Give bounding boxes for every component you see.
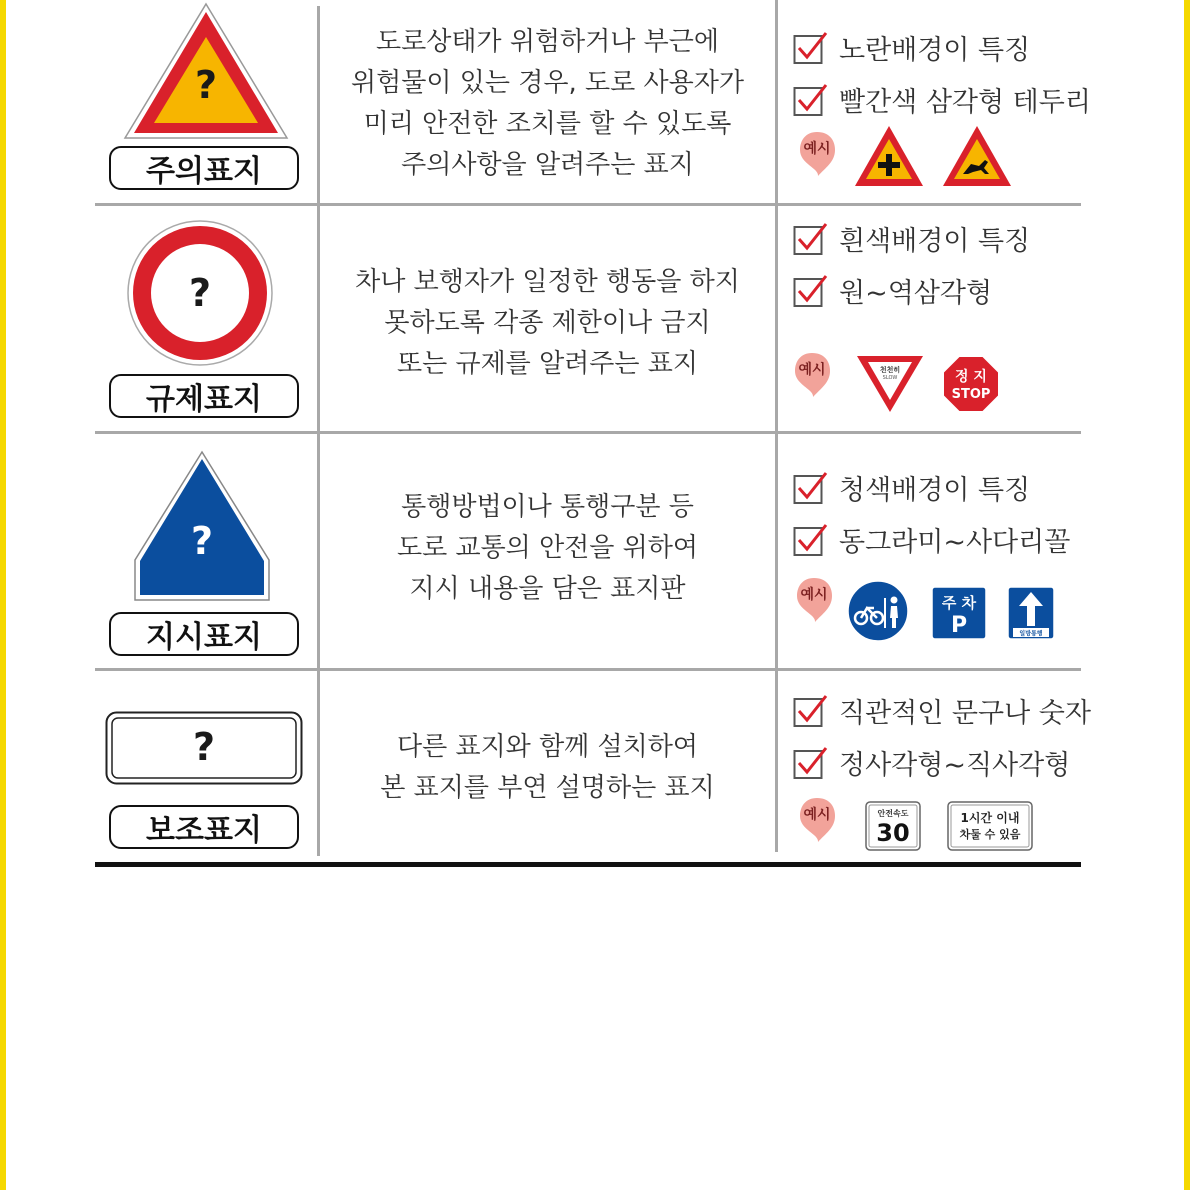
description-line: 본 표지를 부연 설명하는 표지 [380,773,715,803]
table-row-warning [95,0,1091,203]
feature-item [793,691,1091,730]
bicycle-pedestrian-sign-icon [847,580,909,642]
example-badge-text: 예시 [803,141,831,157]
stop-sign-korean: 정 지 [955,369,987,385]
sign-cell-instruction [95,434,317,668]
time-plate-icon [947,801,1033,851]
warning-triangle-icon [121,0,291,142]
sign-cell-regulation [95,206,317,431]
feature-text: 흰색배경이 특징 [839,226,1031,257]
table-row-auxiliary [95,671,1091,861]
example-badge [798,796,838,848]
table-bottom-border [95,862,1081,867]
description-line: 도로 교통의 안전을 위하여 [396,533,699,563]
traffic-sign-table [95,0,1091,870]
feature-text: 동그라미~사다리꼴 [839,527,1071,558]
checkbox-checked-icon [793,746,829,780]
description-instruction [320,487,775,610]
description-line: 위험물이 있는 경우, 도로 사용자가 [351,68,744,98]
checkbox-checked-icon [793,83,829,117]
description-line: 미리 안전한 조치를 할 수 있도록 [363,109,732,139]
speed-plate-label: 안전속도 [877,809,909,818]
yield-sign-icon [855,354,925,414]
sign-cell-warning [95,0,317,203]
description-auxiliary [320,727,775,809]
description-line: 또는 규제를 알려주는 표지 [396,349,699,379]
label-regulation: 규제표지 [109,374,299,418]
table-row-regulation [95,206,1081,431]
example-badge [798,130,838,182]
label-auxiliary: 보조표지 [109,805,299,849]
description-line: 주의사항을 알려주는 표지 [401,150,694,180]
yield-sign-text: 천천히 [879,366,901,374]
checkbox-checked-icon [793,694,829,728]
feature-item [793,520,1070,559]
feature-item [793,28,1030,67]
feature-item [793,468,1030,507]
sign-cell-auxiliary [95,671,317,861]
description-line: 지시 내용을 담은 표지판 [409,574,686,604]
stop-sign-icon [941,354,1001,414]
example-badge-text: 예시 [798,362,826,378]
time-plate-line1: 1시간 이내 [960,811,1020,825]
description-line: 다른 표지와 함께 설치하여 [396,732,699,762]
regulation-circle-icon [125,220,275,368]
instruction-sign-symbol: ? [190,519,214,563]
instruction-pentagon-icon [133,450,271,602]
feature-item [793,80,1091,119]
speed-plate-icon [865,801,921,851]
feature-text: 빨간색 삼각형 테두리 [839,87,1091,118]
crossroad-warning-sign-icon [853,124,925,188]
time-plate-line2: 차둘 수 있음 [959,828,1021,841]
feature-item [793,271,992,310]
feature-item [793,743,1070,782]
feature-text: 원~역삼각형 [839,278,993,309]
description-line: 통행방법이나 통행구분 등 [401,492,694,522]
yellow-frame-right [1184,0,1190,1190]
checkbox-checked-icon [793,471,829,505]
example-badge-text: 예시 [803,807,831,823]
description-line: 도로상태가 위험하거나 부근에 [375,27,720,57]
yellow-frame-left [0,0,6,1190]
yield-sign-subtext: SLOW [882,375,898,381]
warning-sign-symbol: ? [194,63,218,107]
parking-sign-text: 주 차 [941,594,977,612]
feature-text: 청색배경이 특징 [839,475,1031,506]
auxiliary-rectangle-icon [105,711,303,785]
table-row-instruction [95,434,1081,668]
feature-text: 정사각형~직사각형 [839,750,1071,781]
feature-text: 노란배경이 특징 [839,35,1031,66]
description-line: 차나 보행자가 일정한 행동을 하지 [355,267,740,297]
regulation-sign-symbol: ? [188,271,212,315]
description-warning [320,22,775,186]
label-instruction: 지시표지 [109,612,299,656]
parking-sign-icon [931,586,987,640]
feature-text: 직관적인 문구나 숫자 [839,698,1091,729]
feature-item [793,219,1030,258]
stop-sign-english: STOP [951,387,991,402]
example-badge [795,576,835,628]
checkbox-checked-icon [793,222,829,256]
checkbox-checked-icon [793,274,829,308]
label-warning: 주의표지 [109,146,299,190]
parking-sign-letter: P [950,613,968,638]
example-badge [793,351,833,403]
speed-plate-value: 30 [876,819,910,847]
description-line: 못하도록 각종 제한이나 금지 [384,308,711,338]
one-way-sign-text: 일방통행 [1019,630,1043,638]
checkbox-checked-icon [793,31,829,65]
auxiliary-sign-symbol: ? [192,725,216,769]
one-way-sign-icon [1007,586,1055,640]
wildlife-crossing-warning-sign-icon [941,124,1013,188]
description-regulation [320,262,775,385]
checkbox-checked-icon [793,523,829,557]
example-badge-text: 예시 [800,587,828,603]
